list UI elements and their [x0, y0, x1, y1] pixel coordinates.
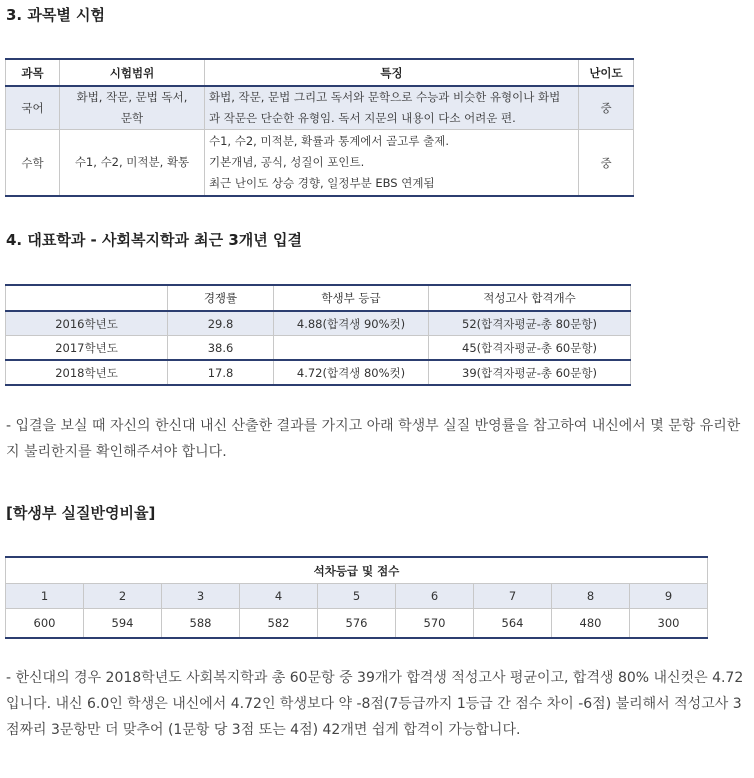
difficulty-cell: 중: [579, 130, 634, 197]
score-cell: 300: [630, 609, 708, 639]
feature-line: 기본개념, 공식, 성질이 포인트.: [209, 155, 365, 169]
rate-cell: 38.6: [168, 336, 274, 361]
grade-cell: 4.88(합격생 90%컷): [274, 311, 429, 336]
header-subject: 과목: [6, 59, 60, 86]
admission-results-table: [5, 284, 631, 386]
grade-row: [6, 584, 708, 609]
header-range: 시험범위: [60, 59, 205, 86]
grade-cell: 2: [84, 584, 162, 609]
grade-cell: 6: [396, 584, 474, 609]
table-header-row: [6, 557, 708, 584]
grade-cell: 3: [162, 584, 240, 609]
score-cell: 582: [240, 609, 318, 639]
section-3-heading: 3. 과목별 시험: [6, 6, 106, 24]
score-cell: 570: [396, 609, 474, 639]
grade-score-title: 석차등급 및 점수: [6, 557, 708, 584]
grade-cell: 4: [240, 584, 318, 609]
count-cell: 39(합격자평균-총 60문항): [429, 360, 631, 385]
range-line: 문학: [120, 111, 144, 125]
year-cell: 2016학년도: [6, 311, 168, 336]
header-count: 적성고사 합격개수: [429, 285, 631, 311]
subject-cell: 수학: [6, 130, 60, 197]
score-cell: 576: [318, 609, 396, 639]
table-row: [6, 311, 631, 336]
grade-cell: 9: [630, 584, 708, 609]
header-grade: 학생부 등급: [274, 285, 429, 311]
section-5-heading: [학생부 실질반영비율]: [6, 504, 156, 522]
score-row: [6, 609, 708, 639]
subject-exam-table: [5, 58, 634, 197]
feature-line: 과 작문은 단순한 유형임. 독서 지문의 내용이 다소 어려운 편.: [209, 111, 516, 125]
table-header-row: [6, 59, 634, 86]
feature-cell: [205, 86, 579, 130]
table-row: [6, 86, 634, 130]
year-cell: 2018학년도: [6, 360, 168, 385]
score-cell: 594: [84, 609, 162, 639]
difficulty-cell: 중: [579, 86, 634, 130]
table-header-row: [6, 285, 631, 311]
score-cell: 564: [474, 609, 552, 639]
grade-score-table: [5, 556, 708, 639]
grade-cell: 1: [6, 584, 84, 609]
grade-cell: 7: [474, 584, 552, 609]
feature-line: 수1, 수2, 미적분, 확률과 통계에서 골고루 출제.: [209, 134, 450, 148]
score-cell: 600: [6, 609, 84, 639]
table-row: [6, 336, 631, 361]
feature-line: 최근 난이도 상승 경향, 일정부분 EBS 연계됨: [209, 176, 435, 190]
rate-cell: 17.8: [168, 360, 274, 385]
grade-cell: 4.72(합격생 80%컷): [274, 360, 429, 385]
admission-note: - 입결을 보실 때 자신의 한신대 내신 산출한 결과를 가지고 아래 학생부 실질 반영률을 참고하여 내신에서 몇 문항 유리한지 불리한지를 확인해주셔야 합니다.: [6, 418, 741, 460]
count-cell: 45(합격자평균-총 60문항): [429, 336, 631, 361]
subject-cell: 국어: [6, 86, 60, 130]
score-note: - 한신대의 경우 2018학년도 사회복지학과 총 60문항 중 39개가 합격생 적성고사 평균이고, 합격생 80% 내신컷은 4.72입니다. 내신 6.0인 학생은 내신에서 4.72인 학생보다 약 -8점(7등급까지 1등급 간 점수 차이 -6점) 불리해서 적성고사 3점짜리 3문항만 더 맞추어 (1문항 당 3점 또는 4점) 42개면 쉽게 합격이 가능합니다.: [6, 670, 744, 738]
score-cell: 588: [162, 609, 240, 639]
score-cell: 480: [552, 609, 630, 639]
grade-cell: 5: [318, 584, 396, 609]
header-feature: 특징: [205, 59, 579, 86]
header-rate: 경쟁률: [168, 285, 274, 311]
feature-cell: [205, 130, 579, 197]
year-cell: 2017학년도: [6, 336, 168, 361]
feature-line: 화법, 작문, 문법 그리고 독서와 문학으로 수능과 비슷한 유형이나 화법: [209, 90, 561, 104]
count-cell: 52(합격자평균-총 80문항): [429, 311, 631, 336]
range-cell: [60, 130, 205, 197]
range-line: 화법, 작문, 문법 독서,: [76, 90, 188, 104]
header-difficulty: 난이도: [579, 59, 634, 86]
table-row: [6, 360, 631, 385]
range-cell: [60, 86, 205, 130]
section-4-heading: 4. 대표학과 - 사회복지학과 최근 3개년 입결: [6, 231, 302, 249]
table-row: [6, 130, 634, 197]
rate-cell: 29.8: [168, 311, 274, 336]
grade-cell: [274, 336, 429, 361]
header-year: [6, 285, 168, 311]
grade-cell: 8: [552, 584, 630, 609]
range-line: 수1, 수2, 미적분, 확통: [74, 155, 190, 169]
